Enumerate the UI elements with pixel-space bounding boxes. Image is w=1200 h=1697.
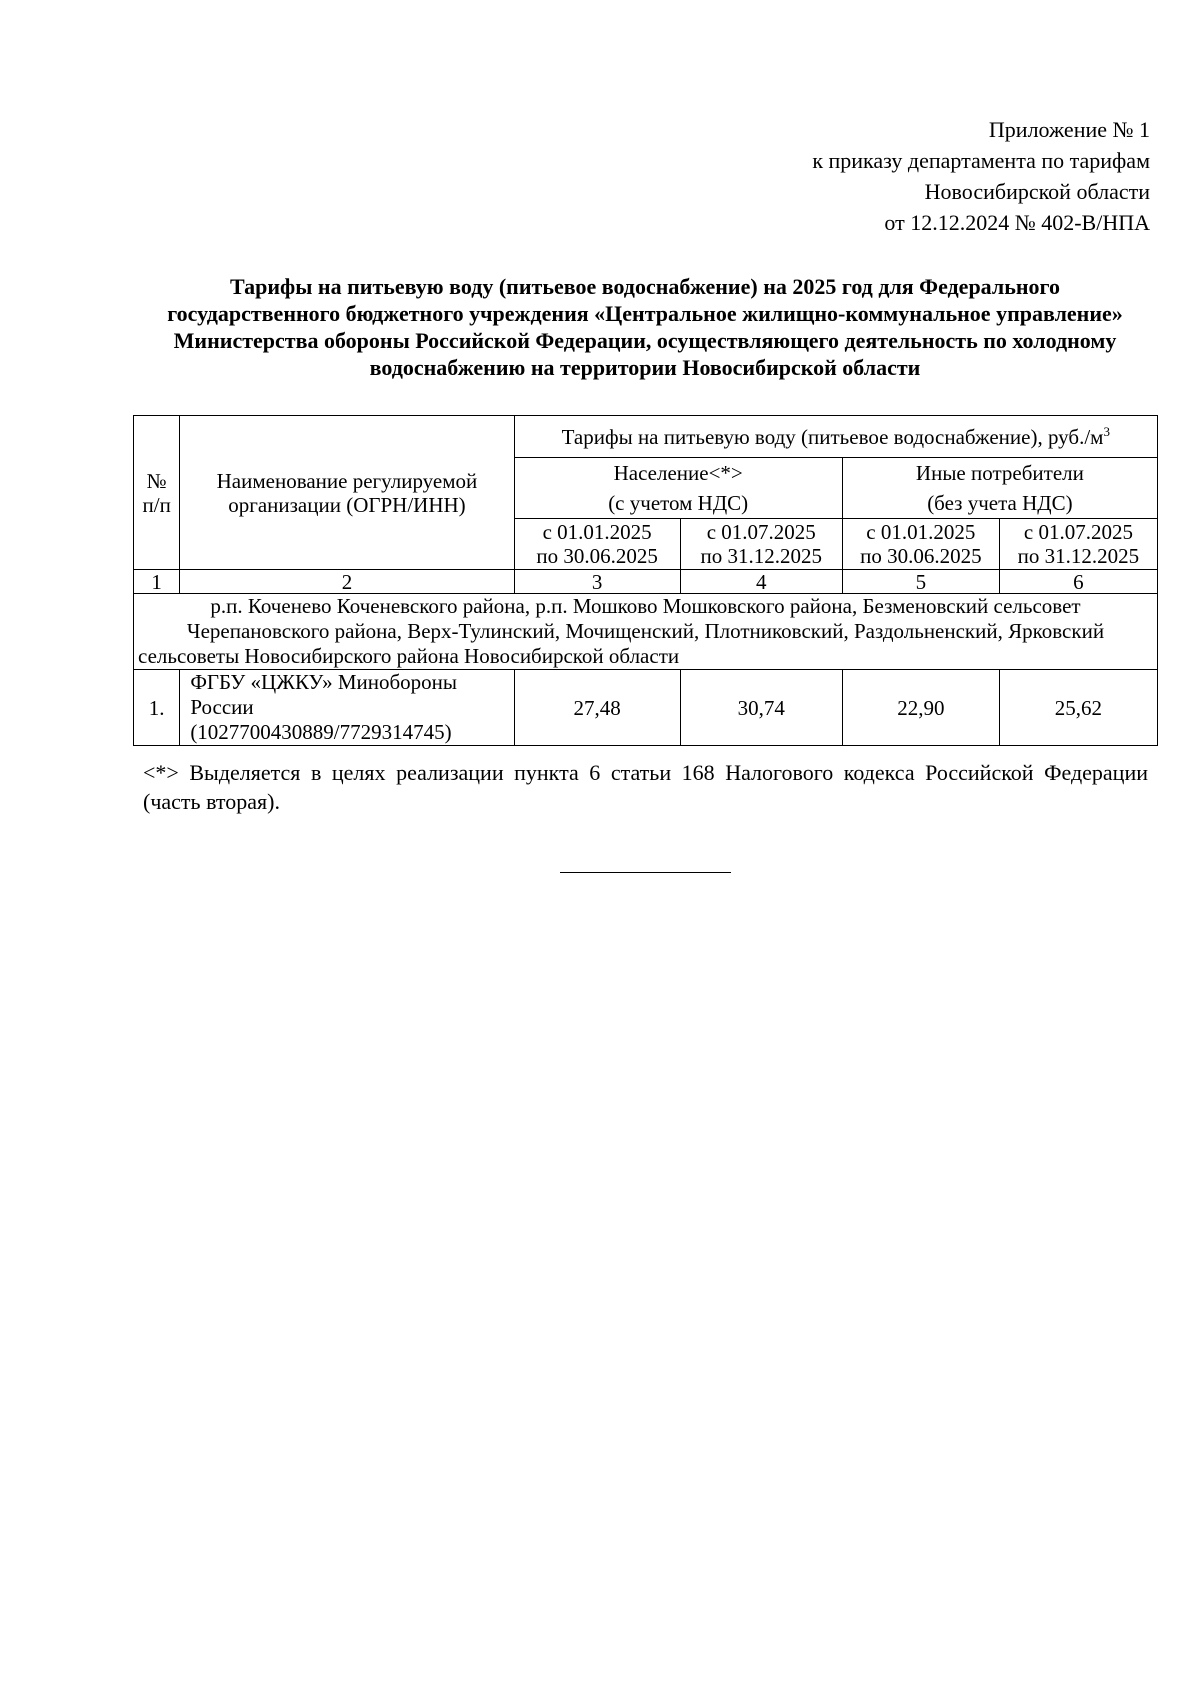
header-other-vat: (без учета НДС)	[842, 488, 1157, 519]
org-name: ФГБУ «ЦЖКУ» Минобороны России (1027700430889/7729314745)	[180, 670, 514, 746]
period-cell: с 01.01.2025 по 30.06.2025	[842, 519, 999, 570]
column-number: 4	[680, 570, 842, 594]
header-num: № п/п	[134, 416, 180, 570]
column-number: 1	[134, 570, 180, 594]
appendix-block	[550, 114, 1150, 238]
document-title: Тарифы на питьевую воду (питьевое водоснабжение) на 2025 год для Федерального государственного бюджетного учреждения «Центральное жилищно-коммунальное управление» Министерства обороны Российской Федерации, осуществляющего деятельность по холодному водоснабжению на территории Новосибирской области	[167, 274, 1123, 380]
header-population: Население<*>	[514, 458, 842, 489]
tariff-table	[133, 415, 1158, 746]
column-number: 5	[842, 570, 999, 594]
end-divider	[560, 872, 731, 873]
period-cell: с 01.07.2025 по 31.12.2025	[680, 519, 842, 570]
appendix-region: Новосибирской области	[924, 179, 1150, 204]
appendix-date: от 12.12.2024 № 402-В/НПА	[884, 210, 1150, 235]
tariff-value: 22,90	[842, 670, 999, 746]
header-row	[134, 416, 1158, 458]
header-population-vat: (с учетом НДС)	[514, 488, 842, 519]
appendix-number: Приложение № 1	[988, 117, 1150, 142]
footnote: <*> Выделяется в целях реализации пункта 6 статьи 168 Налогового кодекса Российской Федерации (часть вторая).	[143, 760, 1148, 814]
period-cell: с 01.01.2025 по 30.06.2025	[514, 519, 680, 570]
header-other: Иные потребители	[842, 458, 1157, 489]
tariff-value: 27,48	[514, 670, 680, 746]
column-number: 3	[514, 570, 680, 594]
column-number: 2	[180, 570, 514, 594]
row-number: 1.	[134, 670, 180, 746]
header-org: Наименование регулируемой организации (ОГРН/ИНН)	[180, 416, 514, 570]
column-number-row	[134, 570, 1158, 594]
tariff-value: 25,62	[999, 670, 1157, 746]
table-row	[134, 670, 1158, 746]
region-row	[134, 594, 1158, 670]
appendix-order: к приказу департамента по тарифам	[812, 148, 1150, 173]
column-number: 6	[999, 570, 1157, 594]
tariff-value: 30,74	[680, 670, 842, 746]
region-cell: р.п. Коченево Коченевского района, р.п. Мошково Мошковского района, Безменовский сельсовет Черепановского района, Верх-Тулинский, Мочищенский, Плотниковский, Раздольненский, Ярковский сельсоветы Новосибирского района Новосибирской области	[134, 594, 1158, 670]
period-cell: с 01.07.2025 по 31.12.2025	[999, 519, 1157, 570]
header-tariffs: Тарифы на питьевую воду (питьевое водоснабжение), $руб./м^3$	[514, 416, 1157, 458]
